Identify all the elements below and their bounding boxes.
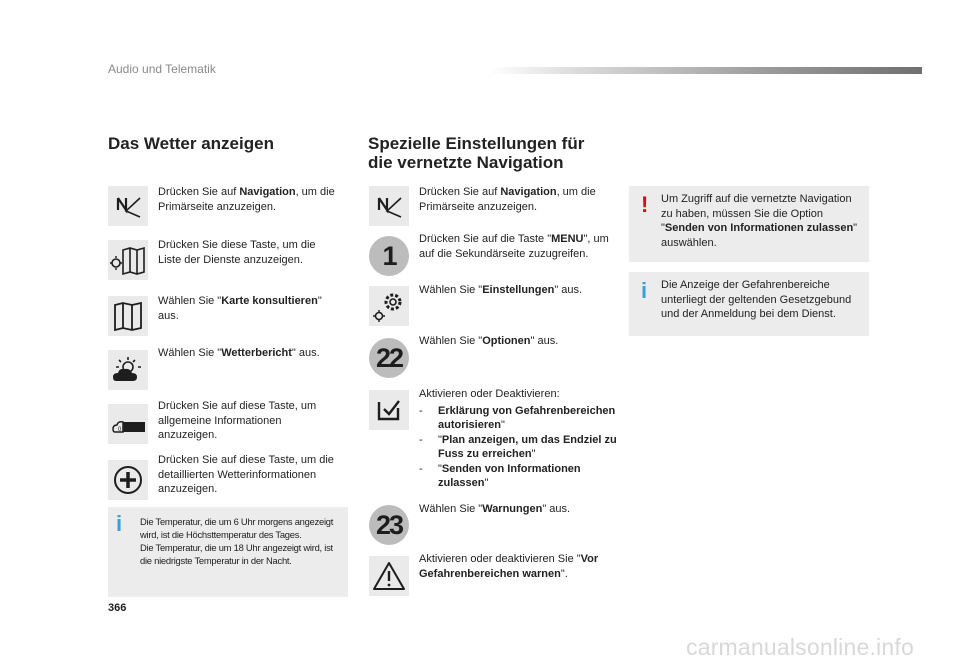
warning-triangle-icon bbox=[369, 556, 409, 596]
settings-gear-icon bbox=[369, 286, 409, 326]
header-gradient-bar bbox=[488, 67, 922, 74]
right-step-toggle-text: Aktivieren oder Deaktivieren: - Erklärung von Gefahrenbereichen autorisieren" - "Plan anzeigen, um das Endziel zu Fuss zu erreichen" - "Senden von Informationen zulassen" bbox=[419, 387, 619, 491]
svg-text:0: 0 bbox=[118, 427, 122, 433]
step-badge-22: 22 bbox=[369, 338, 409, 378]
right-step-options-text: Wählen Sie "Optionen" aus. bbox=[419, 335, 559, 347]
general-info-icon bbox=[108, 404, 148, 444]
step-badge-23: 23 bbox=[369, 505, 409, 545]
plus-icon bbox=[108, 460, 148, 500]
info-note-text: Die Anzeige der Gefahrenbereiche unterliegt der geltenden Gesetzgebund und der Anmeldung bei dem Dienst. bbox=[661, 279, 852, 320]
info-icon: i bbox=[116, 511, 123, 536]
left-step-6-text: Drücken Sie auf diese Taste, um die detaillierten Wetterinformationen anzuzeigen. bbox=[158, 454, 334, 495]
right-step-danger-text: Aktivieren oder deaktivieren Sie "Vor Gefahrenbereichen warnen". bbox=[419, 553, 599, 580]
left-step-3-text: Wählen Sie "Karte konsultieren" aus. bbox=[158, 295, 322, 322]
map-icon bbox=[108, 296, 148, 336]
exclamation-icon: ! bbox=[641, 192, 649, 217]
toggle-option-1: - Erklärung von Gefahrenbereichen autorisieren" bbox=[419, 404, 619, 433]
temperature-info-note bbox=[108, 507, 348, 597]
toggle-options-list bbox=[419, 404, 619, 491]
left-title: Das Wetter anzeigen bbox=[108, 134, 274, 153]
info-icon: i bbox=[641, 278, 648, 303]
right-step-menu-text: Drücken Sie auf die Taste "MENU", um auf die Sekundärseite zuzugreifen. bbox=[419, 233, 609, 260]
navigation-icon bbox=[108, 186, 148, 226]
right-step-settings-text: Wählen Sie "Einstellungen" aus. bbox=[419, 284, 583, 296]
right-step-nav-text: Drücken Sie auf Navigation, um die Primärseite anzuzeigen. bbox=[419, 186, 596, 213]
left-step-4-text: Wählen Sie "Wetterbericht" aus. bbox=[158, 347, 320, 359]
info-note bbox=[629, 272, 869, 336]
navigation-icon bbox=[369, 186, 409, 226]
info-note-line-1: Die Temperatur, die um 6 Uhr morgens angezeigt wird, ist die Höchsttemperatur des Tages. bbox=[140, 516, 334, 540]
step-badge-1: 1 bbox=[369, 236, 409, 276]
section-title: Audio und Telematik bbox=[108, 62, 216, 76]
left-step-1-text: Drücken Sie auf Navigation, um die Primärseite anzuzeigen. bbox=[158, 186, 335, 213]
right-title: Spezielle Einstellungen für die vernetzte Navigation bbox=[368, 134, 585, 172]
toggle-option-3: - "Senden von Informationen zulassen" bbox=[419, 462, 619, 491]
weather-icon bbox=[108, 350, 148, 390]
info-note-line-2: Die Temperatur, die um 18 Uhr angezeigt wird, ist die niedrigste Temperatur in der Nacht. bbox=[140, 542, 333, 566]
services-list-icon bbox=[108, 240, 148, 280]
right-step-warnings-text: Wählen Sie "Warnungen" aus. bbox=[419, 503, 571, 515]
toggle-option-2: - "Plan anzeigen, um das Endziel zu Fuss zu erreichen" bbox=[419, 433, 619, 462]
checkbox-icon bbox=[369, 390, 409, 430]
warning-note: ! Um Zugriff auf die vernetzte Navigation zu haben, müssen Sie die Option "Senden von Informationen zulassen" auswählen. bbox=[629, 186, 869, 262]
page-number: 366 bbox=[108, 602, 127, 614]
left-step-2-text: Drücken Sie diese Taste, um die Liste der Dienste anzuzeigen. bbox=[158, 239, 316, 266]
left-step-5-text: Drücken Sie auf diese Taste, um allgemeine Informationen anzuzeigen. bbox=[158, 400, 317, 441]
watermark: carmanualsonline.info bbox=[686, 634, 914, 660]
